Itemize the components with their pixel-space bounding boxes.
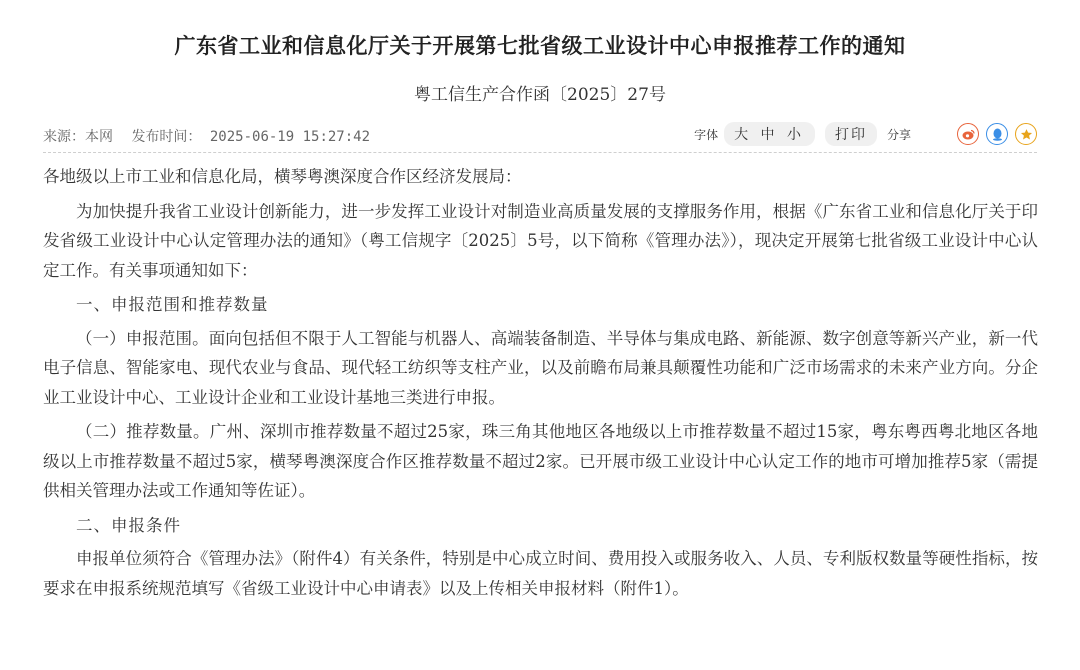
- meta-info: [43, 126, 380, 146]
- salutation: 各地级以上市工业和信息化局，横琴粤澳深度合作区经济发展局：: [43, 167, 522, 186]
- print-button[interactable]: 打印: [825, 122, 877, 146]
- section-heading: 二、申报条件: [76, 515, 181, 535]
- article-tools: [694, 120, 1037, 148]
- article-meta-bar: [43, 120, 1037, 153]
- article-title: 广东省工业和信息化厅关于开展第七批省级工业设计中心申报推荐工作的通知: [174, 34, 906, 58]
- share-label: 分享: [886, 127, 911, 142]
- paragraph: 申报单位须符合《管理办法》（附件4）有关条件，特别是中心成立时间、费用投入或服务收入、人员、专利版权数量等硬性指标，按要求在申报系统规范填写《省级工业设计中心申请表》以及上传相关申报材料（附件1）。: [43, 549, 1038, 598]
- paragraph: （一）申报范围。面向包括但不限于人工智能与机器人、高端装备制造、半导体与集成电路、新能源、数字创意等新兴产业，新一代电子信息、智能家电、现代农业与食品、现代轻工纺织等支柱产业，以及前瞻布局兼具颠覆性功能和广泛市场需求的未来产业方向。分企业工业设计中心、工业设计企业和工业设计基地三类进行申报。: [43, 328, 1038, 407]
- qq-icon[interactable]: [986, 123, 1008, 145]
- favorite-icon[interactable]: [1015, 123, 1037, 145]
- font-size-label: 字体: [694, 127, 719, 142]
- document-number: 粤工信生产合作函〔2025〕27号: [414, 85, 666, 105]
- section-heading: 一、申报范围和推荐数量: [76, 295, 269, 314]
- source-label: 来源：本网: [43, 129, 113, 145]
- font-size-buttons[interactable]: 大 中 小: [724, 122, 815, 146]
- article-body: [43, 162, 1038, 603]
- publish-time: 发布时间： 2025-06-19 15:27:42: [131, 129, 371, 145]
- intro-paragraph: 为加快提升我省工业设计创新能力，进一步发挥工业设计对制造业高质量发展的支撑服务作用，根据《广东省工业和信息化厅关于印发省级工业设计中心认定管理办法的通知》（粤工信规字〔2025〕5号，以下简称《管理办法》），现决定开展第七批省级工业设计中心认定工作。有关事项通知如下：: [43, 201, 1038, 280]
- paragraph: （二）推荐数量。广州、深圳市推荐数量不超过25家，珠三角其他地区各地级以上市推荐数量不超过15家，粤东粤西粤北地区各地级以上市推荐数量不超过5家，横琴粤澳深度合作区推荐数量不超过2家。已开展市级工业设计中心认定工作的地市可增加推荐5家（需提供相关管理办法或工作通知等佐证）。: [43, 422, 1038, 500]
- weibo-icon[interactable]: [957, 123, 979, 145]
